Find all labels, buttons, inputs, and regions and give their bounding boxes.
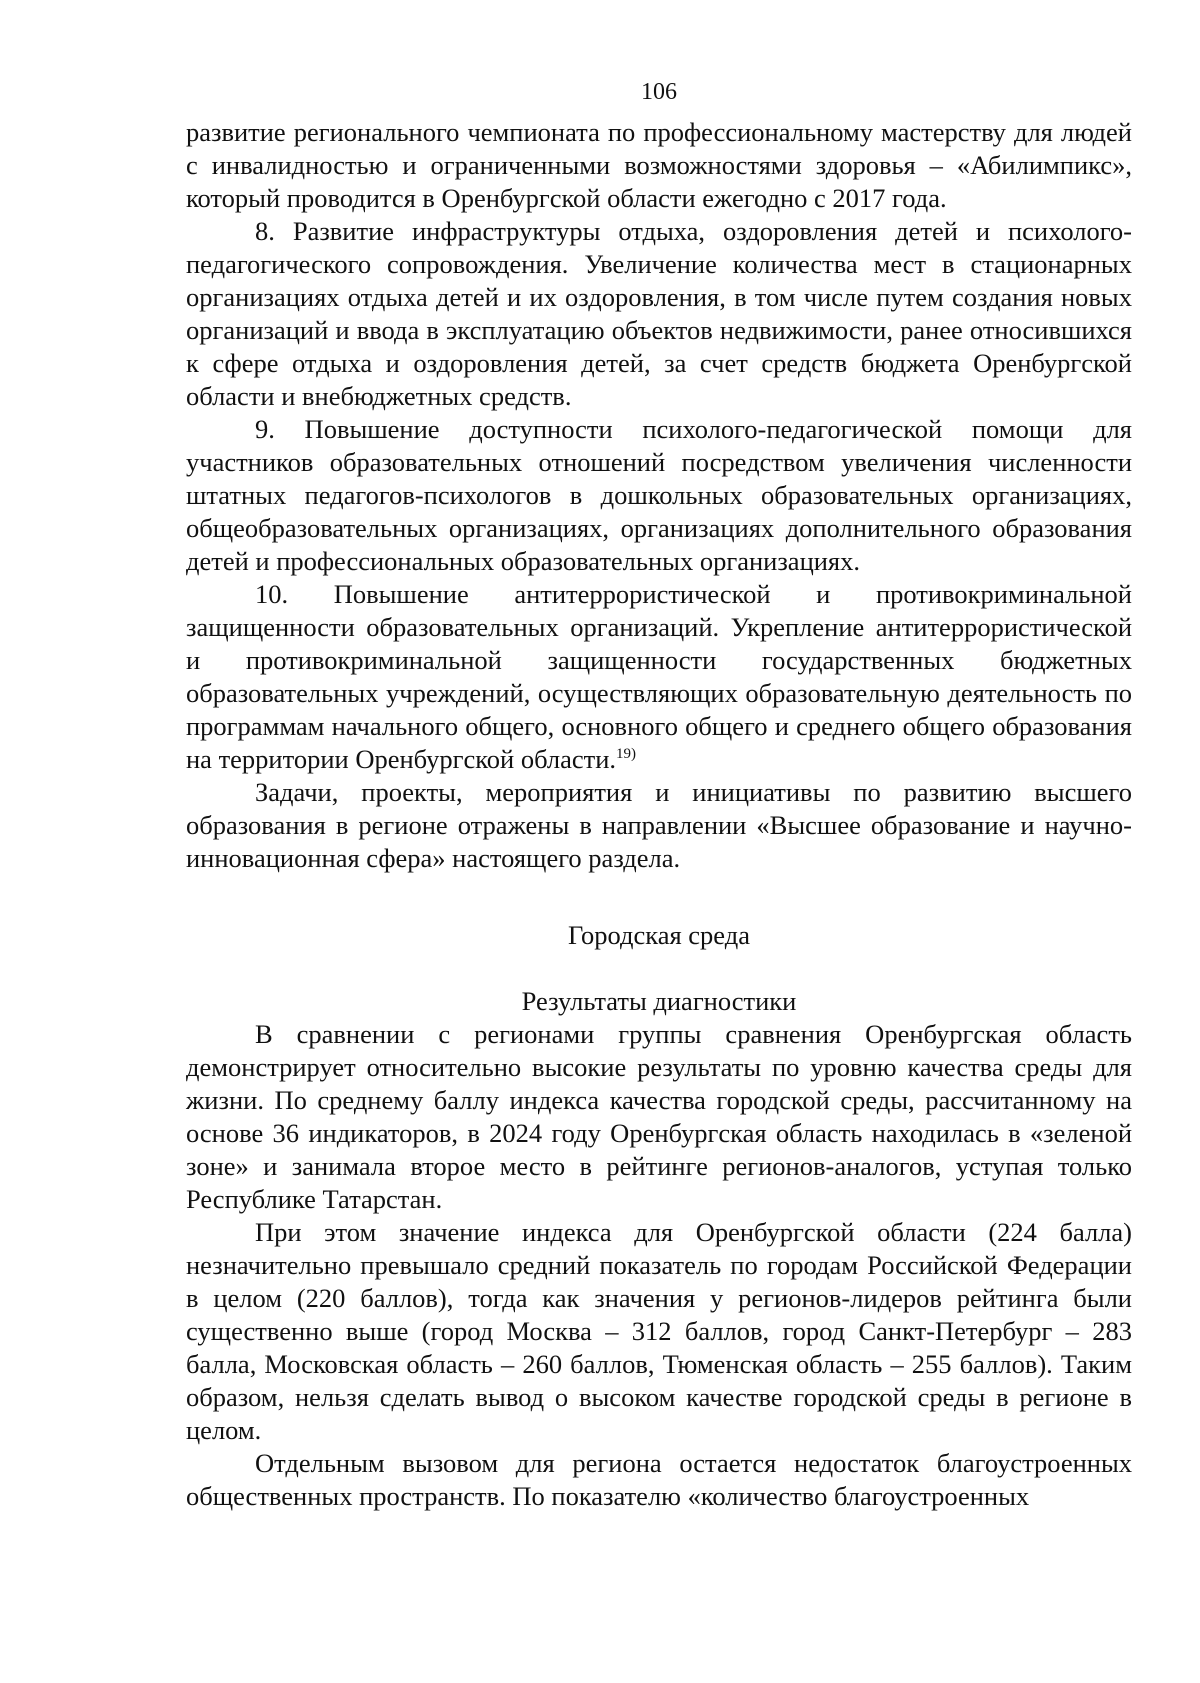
paragraph-item-8 bbox=[186, 215, 1132, 413]
paragraph-index-values bbox=[186, 1216, 1132, 1447]
spacer bbox=[186, 875, 1132, 919]
paragraph-text: 8. Развитие инфраструктуры отдыха, оздоровления детей и психолого-педагогического сопровождения. Увеличение количества мест в стационарных организациях отдыха детей и их оздоровления, в том числе путем создания новых организаций и ввода в эксплуатацию объектов недвижимости, ранее относившихся к сфере отдыха и оздоровления детей, за счет средств бюджета Оренбургской области и внебюджетных средств. bbox=[186, 216, 1132, 411]
spacer bbox=[186, 952, 1132, 985]
paragraph-text: Задачи, проекты, мероприятия и инициативы по развитию высшего образования в регионе отражены в направлении «Высшее образование и научно-инновационная сфера» настоящего раздела. bbox=[186, 777, 1132, 873]
paragraph-public-spaces bbox=[186, 1447, 1132, 1513]
document-body bbox=[186, 116, 1132, 1513]
paragraph-text: 10. Повышение антитеррористической и противокриминальной защищенности образовательных организаций. Укрепление антитеррористической и противокриминальной защищенности государственных бюджетных образовательных учреждений, осуществляющих образовательную деятельность по программам начального общего, основного общего и среднего общего образования на территории Оренбургской области. bbox=[186, 579, 1132, 774]
paragraph-higher-education bbox=[186, 776, 1132, 875]
section-heading: Городская среда bbox=[568, 920, 750, 950]
paragraph-abilympics bbox=[186, 116, 1132, 215]
paragraph-text: Отдельным вызовом для региона остается недостаток благоустроенных общественных пространств. По показателю «количество благоустроенных bbox=[186, 1448, 1132, 1511]
paragraph-comparison bbox=[186, 1018, 1132, 1216]
subsection-heading: Результаты диагностики bbox=[521, 986, 797, 1016]
paragraph-item-9 bbox=[186, 413, 1132, 578]
paragraph-text: 9. Повышение доступности психолого-педагогической помощи для участников образовательных отношений посредством увеличения численности штатных педагогов-психологов в дошкольных образовательных организациях, общеобразовательных организациях, организациях дополнительного образования детей и профессиональных образовательных организациях. bbox=[186, 414, 1132, 576]
paragraph-text: развитие регионального чемпионата по профессиональному мастерству для людей с инвалидностью и ограниченными возможностями здоровья – «Абилимпикс», который проводится в Оренбургской области ежегодно с 2017 года. bbox=[186, 117, 1132, 213]
paragraph-text: При этом значение индекса для Оренбургской области (224 балла) незначительно превышало средний показатель по городам Российской Федерации в целом (220 баллов), тогда как значения у регионов-лидеров рейтинга были существенно выше (город Москва – 312 баллов, город Санкт-Петербург – 283 балла, Московская область – 260 баллов, Тюменская область – 255 баллов). Таким образом, нельзя сделать вывод о высоком качестве городской среды в регионе в целом. bbox=[186, 1217, 1132, 1445]
paragraph-item-10 bbox=[186, 578, 1132, 776]
footnote-marker: 19) bbox=[616, 746, 637, 763]
paragraph-text: В сравнении с регионами группы сравнения Оренбургская область демонстрирует относительно высокие результаты по уровню качества среды для жизни. По среднему баллу индекса качества городской среды, рассчитанному на основе 36 индикаторов, в 2024 году Оренбургская область находилась в «зеленой зоне» и занимала второе место в рейтинге регионов-аналогов, уступая только Республике Татарстан. bbox=[186, 1019, 1132, 1214]
page-number: 106 bbox=[641, 79, 677, 105]
